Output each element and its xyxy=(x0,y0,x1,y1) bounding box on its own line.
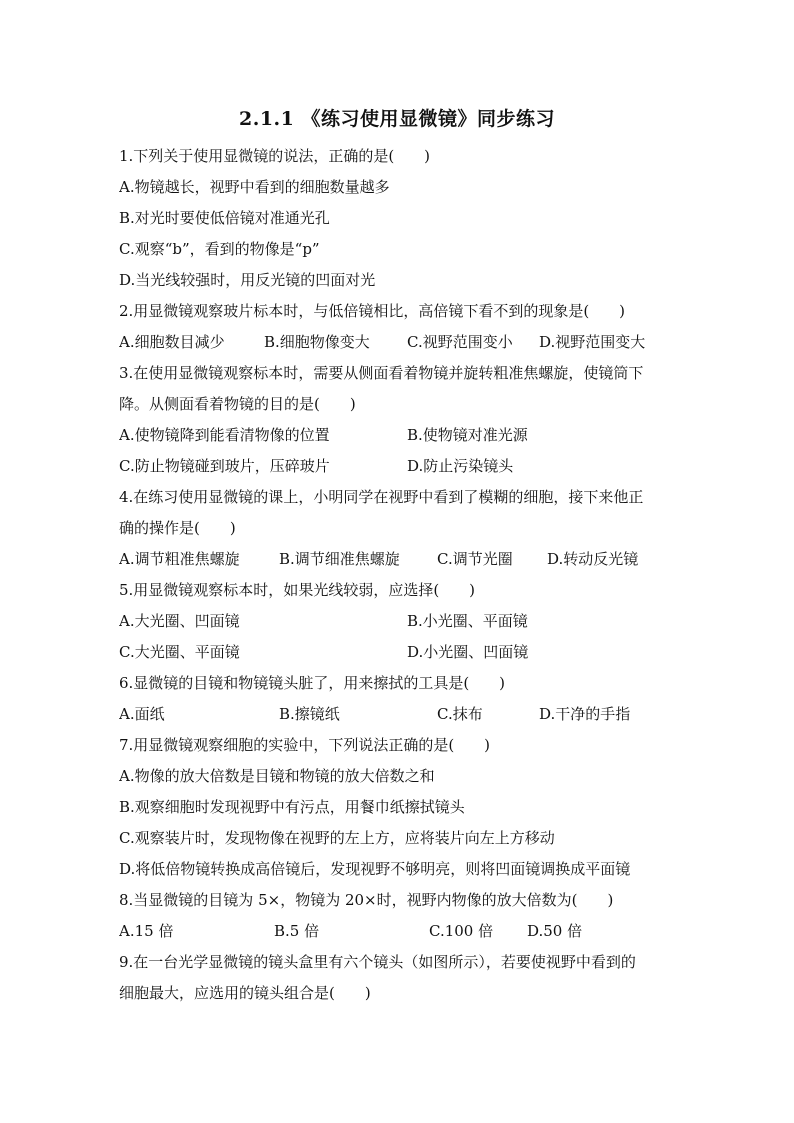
question-8-stem: 8.当显微镜的目镜为 5×，物镜为 20×时，视野内物像的放大倍数为( ) xyxy=(119,891,614,909)
question-5-option-c: C.大光圈、平面镜 xyxy=(119,643,240,661)
question-8-option-b: B.5 倍 xyxy=(274,922,320,940)
question-2-options xyxy=(119,327,679,358)
question-2-option-c: C.视野范围变小 xyxy=(407,333,513,351)
question-4-stem-line-1: 4.在练习使用显微镜的课上，小明同学在视野中看到了模糊的细胞，接下来他正 xyxy=(119,488,644,506)
question-7-option-b: B.观察细胞时发现视野中有污点，用餐巾纸擦拭镜头 xyxy=(119,798,465,816)
question-8-option-a: A.15 倍 xyxy=(119,922,174,940)
question-4-option-a: A.调节粗准焦螺旋 xyxy=(119,550,240,568)
question-4-option-d: D.转动反光镜 xyxy=(547,550,639,568)
question-8-option-c: C.100 倍 xyxy=(429,922,494,940)
question-8-options xyxy=(119,916,679,947)
question-1-option-c: C.观察“b”，看到的物像是“p” xyxy=(119,240,320,258)
question-6-stem: 6.显微镜的目镜和物镜镜头脏了，用来擦拭的工具是( ) xyxy=(119,674,506,692)
question-4-options xyxy=(119,544,679,575)
question-5-stem: 5.用显微镜观察标本时，如果光线较弱，应选择( ) xyxy=(119,581,476,599)
question-3-option-b: B.使物镜对准光源 xyxy=(407,426,528,444)
question-4-stem-line-2: 确的操作是( ) xyxy=(119,519,236,537)
question-7-option-a: A.物像的放大倍数是目镜和物镜的放大倍数之和 xyxy=(119,767,435,785)
question-2-option-d: D.视野范围变大 xyxy=(539,333,646,351)
question-1-option-a: A.物镜越长，视野中看到的细胞数量越多 xyxy=(119,178,390,196)
question-5-option-b: B.小光圈、平面镜 xyxy=(407,612,528,630)
question-2-option-b: B.细胞物像变大 xyxy=(264,333,370,351)
question-9-stem-line-2: 细胞最大，应选用的镜头组合是( ) xyxy=(119,984,371,1002)
question-3-option-c: C.防止物镜碰到玻片，压碎玻片 xyxy=(119,457,330,475)
question-5-option-d: D.小光圈、凹面镜 xyxy=(407,643,529,661)
question-4-option-c: C.调节光圈 xyxy=(437,550,513,568)
question-3-option-d: D.防止污染镜头 xyxy=(407,457,514,475)
question-6-option-b: B.擦镜纸 xyxy=(279,705,340,723)
question-4-option-b: B.调节细准焦螺旋 xyxy=(279,550,400,568)
question-6-option-a: A.面纸 xyxy=(119,705,165,723)
question-5-options-row-1 xyxy=(119,606,679,637)
question-3-stem-line-1: 3.在使用显微镜观察标本时，需要从侧面看着物镜并旋转粗准焦螺旋，使镜筒下 xyxy=(119,364,644,382)
question-9-stem-line-1: 9.在一台光学显微镜的镜头盒里有六个镜头（如图所示），若要使视野中看到的 xyxy=(119,953,636,971)
question-7-option-c: C.观察装片时，发现物像在视野的左上方，应将装片向左上方移动 xyxy=(119,829,555,847)
question-8-option-d: D.50 倍 xyxy=(527,922,583,940)
question-6-options xyxy=(119,699,679,730)
page-title: 2.1.1 《练习使用显微镜》同步练习 xyxy=(238,108,555,130)
question-1-option-b: B.对光时要使低倍镜对准通光孔 xyxy=(119,209,330,227)
question-3-option-a: A.使物镜降到能看清物像的位置 xyxy=(119,426,330,444)
question-5-options-row-2 xyxy=(119,637,679,668)
question-7-option-d: D.将低倍物镜转换成高倍镜后，发现视野不够明亮，则将凹面镜调换成平面镜 xyxy=(119,860,631,878)
question-6-option-d: D.干净的手指 xyxy=(539,705,631,723)
question-1-stem: 1.下列关于使用显微镜的说法，正确的是( ) xyxy=(119,147,431,165)
question-3-options-row-1 xyxy=(119,420,679,451)
question-list xyxy=(119,141,679,1009)
question-1-option-d: D.当光线较强时，用反光镜的凹面对光 xyxy=(119,271,376,289)
question-6-option-c: C.抹布 xyxy=(437,705,483,723)
question-2-option-a: A.细胞数目减少 xyxy=(119,333,225,351)
question-5-option-a: A.大光圈、凹面镜 xyxy=(119,612,240,630)
question-7-stem: 7.用显微镜观察细胞的实验中，下列说法正确的是( ) xyxy=(119,736,491,754)
question-3-options-row-2 xyxy=(119,451,679,482)
question-2-stem: 2.用显微镜观察玻片标本时，与低倍镜相比，高倍镜下看不到的现象是( ) xyxy=(119,302,626,320)
question-3-stem-line-2: 降。从侧面看着物镜的目的是( ) xyxy=(119,395,356,413)
